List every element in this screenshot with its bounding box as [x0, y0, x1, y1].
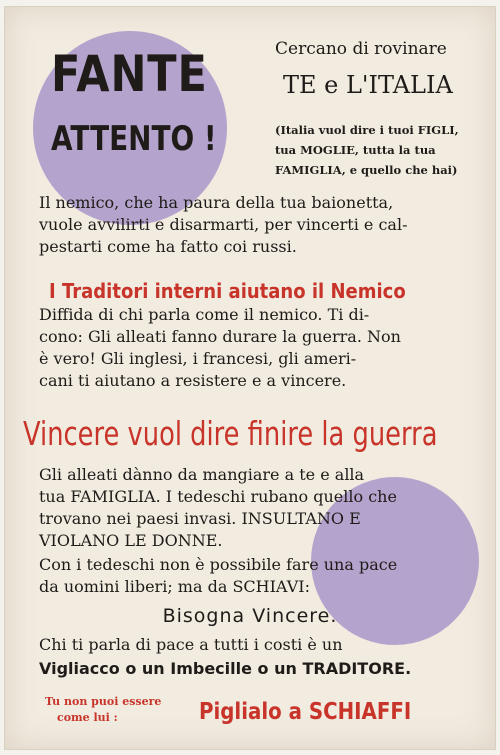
- intro-paren-line: (Italia vuol dire i tuoi FIGLI,: [275, 123, 459, 137]
- section1-line: cono: Gli alleati fanno durare la guerra. Non: [39, 327, 401, 346]
- postcard: [4, 6, 496, 750]
- title-line2: ATTENTO !: [51, 119, 217, 159]
- section2-line: VIOLANO LE DONNE.: [39, 531, 223, 550]
- section1-heading: I Traditori interni aiutano il Nemico: [49, 279, 406, 303]
- section2-line: trovano nei paesi invasi. INSULTANO E: [39, 509, 361, 528]
- section2-line: Chi ti parla di pace a tutti i costi è un: [39, 635, 343, 654]
- paragraph1-line: pestarti come ha fatto coi russi.: [39, 237, 297, 256]
- footer-slogan: Piglialo a SCHIAFFI: [199, 699, 412, 725]
- section2-line: tua FAMIGLIA. I tedeschi rubano quello che: [39, 487, 397, 506]
- paragraph1-line: Il nemico, che ha paura della tua baionetta,: [39, 193, 394, 212]
- intro-line1: Cercano di rovinare: [275, 39, 447, 59]
- paragraph1-line: vuole avvilirti e disarmarti, per vincerti e cal-: [39, 215, 408, 234]
- footer-small-line1: Tu non puoi essere: [45, 695, 162, 708]
- section1-line: Diffida di chi parla come il nemico. Ti di-: [39, 305, 370, 324]
- section1-line: è vero! Gli inglesi, i francesi, gli ameri-: [39, 349, 357, 368]
- final-line: Vigliacco o un Imbecille o un TRADITORE.: [39, 659, 412, 678]
- emphasis-line: Bisogna Vincere.: [162, 605, 338, 627]
- title-line1: FANTE: [51, 45, 208, 103]
- section2-line: da uomini liberi; ma da SCHIAVI:: [39, 577, 310, 596]
- section1-line: cani ti aiutano a resistere e a vincere.: [39, 371, 347, 390]
- section2-line: Gli alleati dànno da mangiare a te e alla: [39, 465, 365, 484]
- intro-paren-line: tua MOGLIE, tutta la tua: [275, 143, 436, 157]
- intro-paren-line: FAMIGLIA, e quello che hai): [275, 163, 458, 177]
- intro-line2: TE e L'ITALIA: [283, 71, 453, 99]
- section2-heading: Vincere vuol dire finire la guerra: [23, 414, 438, 453]
- section2-line: Con i tedeschi non è possibile fare una pace: [39, 555, 398, 574]
- footer-small-line2: come lui :: [57, 711, 118, 724]
